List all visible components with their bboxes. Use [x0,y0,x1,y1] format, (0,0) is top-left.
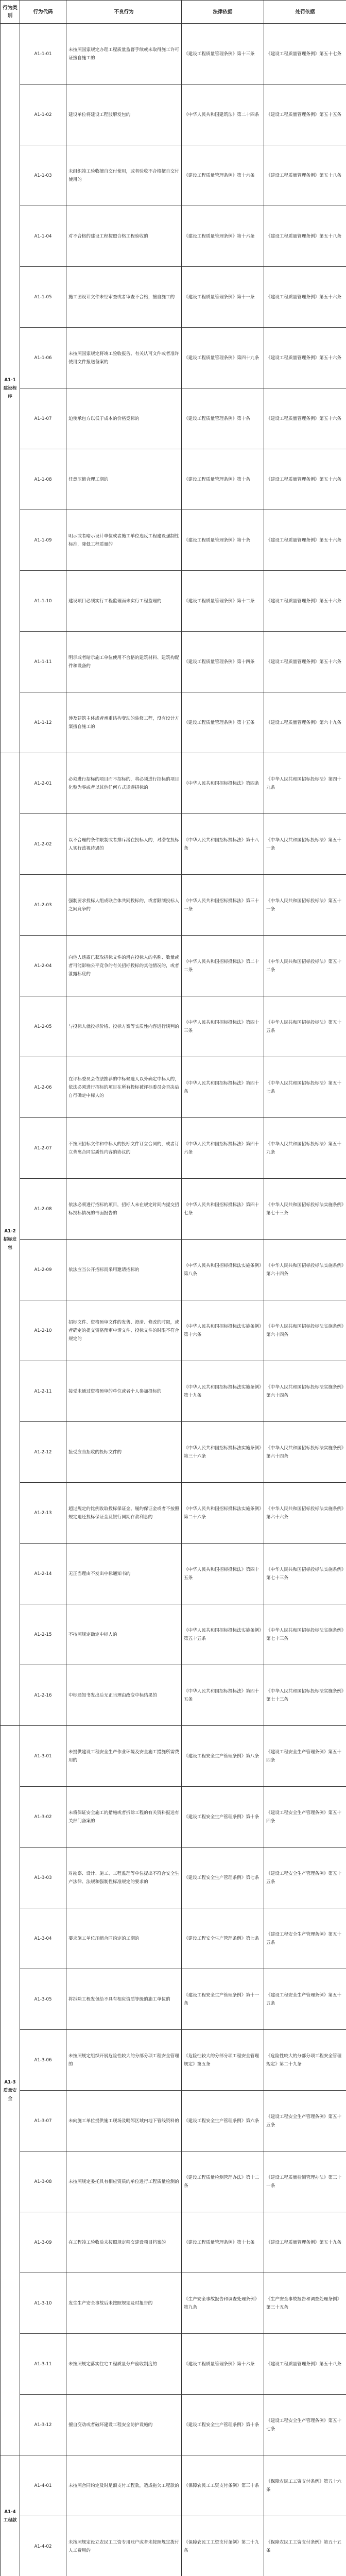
penalty-cell: 《建设工程安全生产管理条例》第五十四条 [264,1787,346,1848]
table-row [1,1665,346,1726]
penalty-cell: 《建设工程安全生产管理条例》第五十七条 [264,2395,346,2455]
conduct-cell: 在评标委员会依法推荐的中标候选人以外确定中标人的，依法必须进行招标的项目在所有投标被评标委员会否决后自行确定中标人的 [66,1057,182,1118]
code-cell: A1-2-01 [20,753,66,814]
penalty-cell: 《建设工程质量管理条例》第五十六条 [264,571,346,632]
basis-cell: 《保障农民工工资支付条例》第二十九条 [182,2516,264,2576]
table-row [1,1787,346,1848]
conduct-cell: 未组织竣工验收擅自交付使用，或者验收不合格擅自交付使用的 [66,145,182,206]
basis-cell: 《中华人民共和国招标投标法实施条例》第十六条 [182,1300,264,1361]
conduct-cell: 对勘察、设计、施工、工程监理等单位提出不符合安全生产法律、法规和强制性标准规定的要求的 [66,1848,182,1908]
code-cell: A1-3-03 [20,1848,66,1908]
conduct-cell: 未按照国家规定将竣工验收报告、有关认可文件或者准许使用文件报送备案的 [66,328,182,388]
code-cell: A1-3-12 [20,2395,66,2455]
conduct-cell: 不按照招标文件和中标人的投标文件订立合同的，或者订立背离合同实质性内容的协议的 [66,1118,182,1179]
conduct-cell: 未按照规定组织开展危险性较大的分部分项工程安全管理的 [66,2030,182,2091]
penalty-cell: 《建设工程安全生产管理条例》第五十五条 [264,1969,346,2030]
code-cell: A1-2-04 [20,936,66,996]
penalty-cell: 《中华人民共和国招标投标法实施条例》第七十三条 [264,1604,346,1665]
table-row [1,388,346,449]
penalty-cell: 《建设工程质量管理条例》第五十六条 [264,388,346,449]
basis-cell: 《建设工程质量管理条例》第十一条 [182,267,264,328]
penalty-cell: 《建设工程质量管理条例》第五十六条 [264,449,346,510]
conduct-cell: 未向施工单位提供施工现场及毗邻区域内地下管线资料的 [66,2091,182,2151]
penalty-cell: 《中华人民共和国招标投标法》第五十七条 [264,1057,346,1118]
conduct-cell: 迫使承包方以低于成本的价格竞标的 [66,388,182,449]
table-header [1,1,346,24]
table-row [1,1240,346,1300]
table-row [1,2091,346,2151]
code-cell: A1-1-11 [20,632,66,692]
code-cell: A1-1-06 [20,328,66,388]
basis-cell: 《危险性较大的分部分项工程安全管理规定》第五条 [182,2030,264,2091]
table-row [1,2273,346,2334]
penalty-cell: 《中华人民共和国招标投标法》第四十九条 [264,753,346,814]
conduct-cell: 未按照规定委托具有相应资质的单位进行工程质量检测的 [66,2151,182,2212]
table-row [1,267,346,328]
basis-cell: 《建设工程质量管理条例》第四十九条 [182,328,264,388]
conduct-cell: 擅自变动或者破坏建设工程安全防护设施的 [66,2395,182,2455]
basis-cell: 《中华人民共和国招标投标法》第四十五条 [182,1665,264,1726]
table-row [1,936,346,996]
basis-cell: 《生产安全事故报告和调查处理条例》第九条 [182,2273,264,2334]
penalty-cell: 《中华人民共和国招标投标法》第五十一条 [264,814,346,875]
table-row [1,2516,346,2576]
code-cell: A1-1-12 [20,692,66,753]
penalty-cell: 《建设工程质量管理条例》第五十八条 [264,145,346,206]
penalty-cell: 《建设工程质量管理条例》第五十八条 [264,2334,346,2395]
table-row [1,814,346,875]
table-row [1,753,346,814]
conduct-cell: 未提供建设工程安全生产作业环境及安全施工措施所需费用的 [66,1726,182,1787]
conduct-cell: 涉及建筑主体或者承重结构变动的装修工程，没有设计方案擅自施工的 [66,692,182,753]
code-cell: A1-2-13 [20,1483,66,1544]
basis-cell: 《建设工程安全生产管理条例》第七条 [182,1908,264,1969]
basis-cell: 《中华人民共和国招标投标法》第二十二条 [182,936,264,996]
penalty-cell: 《中华人民共和国招标投标法实施条例》第六十四条 [264,1300,346,1361]
code-cell: A1-2-05 [20,996,66,1057]
penalty-cell: 《建设工程质量管理条例》第五十六条 [264,267,346,328]
penalty-cell: 《建设工程安全生产管理条例》第五十四条 [264,1726,346,1787]
basis-cell: 《建设工程质量管理条例》第十六条 [182,145,264,206]
table-row [1,145,346,206]
conduct-cell: 任意压缩合理工期的 [66,449,182,510]
code-cell: A1-2-15 [20,1604,66,1665]
penalty-cell: 《中华人民共和国招标投标法实施条例》第七十三条 [264,1665,346,1726]
basis-cell: 《建设工程质量检测管理办法》第十二条 [182,2151,264,2212]
basis-cell: 《中华人民共和国建筑法》第二十四条 [182,84,264,145]
code-cell: A1-2-06 [20,1057,66,1118]
table-row [1,328,346,388]
table-row [1,2334,346,2395]
conduct-cell: 未按照国家规定办理工程质量监督手续或未取得施工许可证擅自施工的 [66,24,182,84]
code-cell: A1-2-14 [20,1544,66,1604]
basis-cell: 《建设工程质量管理条例》第十六条 [182,2334,264,2395]
code-cell: A1-2-02 [20,814,66,875]
conduct-cell: 施工图设计文件未经审查或者审查不合格，擅自施工的 [66,267,182,328]
penalty-cell: 《中华人民共和国招标投标法实施条例》第六十四条 [264,1240,346,1300]
conduct-cell: 接受应当拒收的投标文件的 [66,1422,182,1483]
code-cell: A1-2-07 [20,1118,66,1179]
conduct-cell: 中标通知书发出后无正当理由改变中标结果的 [66,1665,182,1726]
header-code: 行为代码 [20,1,66,24]
header-basis: 法律依据 [182,1,264,24]
code-cell: A1-1-04 [20,206,66,267]
conduct-cell: 依法必须进行招标的项目，招标人未在规定时间内提交招标投标情况的书面报告的 [66,1179,182,1240]
category-cell: A1-2招标发包 [1,753,20,1726]
penalty-cell: 《中华人民共和国招标投标法实施条例》第六十四条 [264,1361,346,1422]
conduct-cell: 未按照规定落实住宅工程质量分户验收制度的 [66,2334,182,2395]
code-cell: A1-2-08 [20,1179,66,1240]
table-row [1,510,346,571]
table-row [1,1969,346,2030]
penalty-cell: 《建设工程质量管理条例》第六十九条 [264,692,346,753]
basis-cell: 《建设工程质量管理条例》第十三条 [182,24,264,84]
conduct-cell: 明示或者暗示设计单位或者施工单位违反工程建设强制性标准，降低工程质量的 [66,510,182,571]
table-row [1,1483,346,1544]
code-cell: A1-1-01 [20,24,66,84]
code-cell: A1-1-03 [20,145,66,206]
penalty-cell: 《建设工程质量管理条例》第五十八条 [264,206,346,267]
header-category: 行为类别 [1,1,20,24]
code-cell: A1-3-05 [20,1969,66,2030]
table-row [1,1908,346,1969]
penalty-cell: 《中华人民共和国招标投标法》第五十二条 [264,936,346,996]
table-row [1,24,346,84]
table-row [1,1726,346,1787]
basis-cell: 《建设工程质量管理条例》第十五条 [182,692,264,753]
table-body [1,24,346,2576]
conduct-cell: 明示或者暗示施工单位使用不合格的建筑材料、建筑构配件和设备的 [66,632,182,692]
basis-cell: 《建设工程质量管理条例》第十七条 [182,2212,264,2273]
category-cell: A1-3质量安全 [1,1726,20,2455]
table-row [1,2151,346,2212]
table-row [1,1179,346,1240]
conduct-cell: 接受未通过资格预审的单位或者个人参加投标的 [66,1361,182,1422]
conduct-cell: 对不合格的建设工程按照合格工程验收的 [66,206,182,267]
basis-cell: 《中华人民共和国招标投标法》第四条 [182,753,264,814]
penalty-cell: 《中华人民共和国招标投标法》第五十九条 [264,1118,346,1179]
conduct-cell: 无正当理由不发出中标通知书的 [66,1544,182,1604]
basis-cell: 《建设工程安全生产管理条例》第七条 [182,1848,264,1908]
code-cell: A1-3-09 [20,2212,66,2273]
basis-cell: 《建设工程安全生产管理条例》第十条 [182,2395,264,2455]
conduct-cell: 必须进行招标的项目而不招标的，将必须进行招标的项目化整为零或者以其他任何方式规避招标的 [66,753,182,814]
basis-cell: 《中华人民共和国招标投标法》第四十五条 [182,1544,264,1604]
penalty-cell: 《中华人民共和国招标投标法实施条例》第七十三条 [264,1544,346,1604]
basis-cell: 《中华人民共和国招标投标法》第四十六条 [182,1118,264,1179]
code-cell: A1-3-07 [20,2091,66,2151]
basis-cell: 《中华人民共和国招标投标法实施条例》第八条 [182,1240,264,1300]
table-row [1,632,346,692]
code-cell: A1-1-07 [20,388,66,449]
code-cell: A1-2-03 [20,875,66,936]
code-cell: A1-2-09 [20,1240,66,1300]
basis-cell: 《建设工程质量管理条例》第十条 [182,510,264,571]
basis-cell: 《建设工程质量管理条例》第十四条 [182,632,264,692]
penalty-cell: 《生产安全事故报告和调查处理条例》第三十五条 [264,2273,346,2334]
basis-cell: 《建设工程质量管理条例》第十六条 [182,206,264,267]
code-cell: A1-3-08 [20,2151,66,2212]
conduct-cell: 招标文件、资格预审文件的发售、澄清、修改的时限，或者确定的提交资格预审申请文件、投标文件的时限不符合规定的 [66,1300,182,1361]
penalty-cell: 《建设工程安全生产管理条例》第五十五条 [264,2091,346,2151]
code-cell: A1-3-10 [20,2273,66,2334]
code-cell: A1-3-11 [20,2334,66,2395]
basis-cell: 《建设工程安全生产管理条例》第六条 [182,2091,264,2151]
basis-cell: 《中华人民共和国招标投标法》第四十三条 [182,996,264,1057]
penalty-cell: 《中华人民共和国招标投标法实施条例》第六十四条 [264,1422,346,1483]
header-penalty: 处罚依据 [264,1,346,24]
category-cell: A1-4工程款 [1,2455,20,2576]
penalty-cell: 《建设工程质量管理条例》第五十六条 [264,510,346,571]
table-row [1,571,346,632]
conduct-cell: 超过规定的比例收取投标保证金、履约保证金或者不按照规定退还投标保证金及银行同期存款利息的 [66,1483,182,1544]
code-cell: A1-2-10 [20,1300,66,1361]
conduct-cell: 不按照规定确定中标人的 [66,1604,182,1665]
basis-cell: 《建设工程质量管理条例》第十二条 [182,571,264,632]
basis-cell: 《中华人民共和国招标投标法》第四十条 [182,1057,264,1118]
conduct-cell: 依法应当公开招标而采用邀请招标的 [66,1240,182,1300]
table-row [1,996,346,1057]
code-cell: A1-2-12 [20,1422,66,1483]
conduct-cell: 未按照合同约定及时足额支付工程款，造成拖欠工程款的 [66,2455,182,2516]
conduct-cell: 在工程竣工验收后未按照规定移交建设项目档案的 [66,2212,182,2273]
conduct-cell: 要求施工单位压缩合同约定的工期的 [66,1908,182,1969]
code-cell: A1-1-02 [20,84,66,145]
basis-cell: 《中华人民共和国招标投标法》第十八条 [182,814,264,875]
code-cell: A1-2-16 [20,1665,66,1726]
penalty-cell: 《建设工程质量管理条例》第五十五条 [264,84,346,145]
code-cell: A1-1-10 [20,571,66,632]
table-row [1,84,346,145]
conduct-cell: 未将保证安全施工的措施或者拆除工程的有关资料报送有关部门备案的 [66,1787,182,1848]
code-cell: A1-4-01 [20,2455,66,2516]
basis-cell: 《建设工程质量管理条例》第十条 [182,388,264,449]
table-row [1,1300,346,1361]
table-row [1,1118,346,1179]
penalty-cell: 《建设工程质量管理条例》第五十六条 [264,328,346,388]
table-row [1,1604,346,1665]
table-row [1,875,346,936]
penalty-cell: 《危险性较大的分部分项工程安全管理规定》第二十九条 [264,2030,346,2091]
table-row [1,2395,346,2455]
conduct-cell: 与投标人就投标价格、投标方案等实质性内容进行谈判的 [66,996,182,1057]
basis-cell: 《中华人民共和国招标投标法实施条例》第二十六条 [182,1483,264,1544]
table-row [1,2030,346,2091]
code-cell: A1-1-09 [20,510,66,571]
penalty-cell: 《中华人民共和国招标投标法》第五十五条 [264,996,346,1057]
conduct-cell: 未按照规定设立农民工工资专用账户或者未按照规定拨付人工费用的 [66,2516,182,2576]
table-row [1,692,346,753]
table-row [1,1422,346,1483]
table-row [1,1848,346,1908]
table-row [1,2455,346,2516]
penalty-cell: 《建设工程安全生产管理条例》第五十五条 [264,1908,346,1969]
basis-cell: 《中华人民共和国招标投标法》第四十七条 [182,1179,264,1240]
basis-cell: 《建设工程安全生产管理条例》第十一条 [182,1969,264,2030]
penalty-cell: 《建设工程质量管理条例》第五十九条 [264,2212,346,2273]
conduct-cell: 向他人透露已获取招标文件的潜在投标人的名称、数量或者可能影响公平竞争的有关招标投标的其他情况的，或者泄露标底的 [66,936,182,996]
category-cell: A1-1建设程序 [1,24,20,753]
code-cell: A1-1-05 [20,267,66,328]
conduct-cell: 将拆除工程发包给不具有相应资质等级的施工单位的 [66,1969,182,2030]
table-row [1,1057,346,1118]
basis-cell: 《中华人民共和国招标投标法实施条例》第十九条 [182,1361,264,1422]
header-conduct: 不良行为 [66,1,182,24]
penalty-cell: 《中华人民共和国招标投标法》第五十一条 [264,875,346,936]
penalty-cell: 《保障农民工工资支付条例》第五十五条 [264,2516,346,2576]
code-cell: A1-3-02 [20,1787,66,1848]
penalty-cell: 《中华人民共和国招标投标法实施条例》第六十六条 [264,1483,346,1544]
basis-cell: 《中华人民共和国招标投标法》第三十一条 [182,875,264,936]
table-row [1,449,346,510]
penalty-cell: 《中华人民共和国招标投标法实施条例》第七十三条 [264,1179,346,1240]
basis-cell: 《保障农民工工资支付条例》第三十条 [182,2455,264,2516]
table-row [1,2212,346,2273]
table-row [1,206,346,267]
penalty-cell: 《建设工程质量管理条例》第五十六条 [264,632,346,692]
penalty-cell: 《建设工程安全生产管理条例》第五十五条 [264,1848,346,1908]
basis-cell: 《中华人民共和国招标投标法实施条例》第五十五条 [182,1604,264,1665]
code-cell: A1-3-01 [20,1726,66,1787]
penalty-cell: 《保障农民工工资支付条例》第五十六条 [264,2455,346,2516]
table-row [1,1361,346,1422]
basis-cell: 《建设工程安全生产管理条例》第十条 [182,1787,264,1848]
header-row [1,1,346,24]
code-cell: A1-3-06 [20,2030,66,2091]
basis-cell: 《中华人民共和国招标投标法实施条例》第三十六条 [182,1422,264,1483]
code-cell: A1-1-08 [20,449,66,510]
conduct-cell: 以不合理的条件限制或者排斥潜在投标人的，对潜在投标人实行歧视待遇的 [66,814,182,875]
conduct-cell: 建设单位将建设工程肢解发包的 [66,84,182,145]
conduct-cell: 强制要求投标人组成联合体共同投标的，或者限制投标人之间竞争的 [66,875,182,936]
code-cell: A1-3-04 [20,1908,66,1969]
basis-cell: 《建设工程安全生产管理条例》第八条 [182,1726,264,1787]
conduct-cell: 建设项目必须实行工程监理而未实行工程监理的 [66,571,182,632]
conduct-cell: 发生生产安全事故后未按照规定及时报告的 [66,2273,182,2334]
table-row [1,1544,346,1604]
code-cell: A1-4-02 [20,2516,66,2576]
code-cell: A1-2-11 [20,1361,66,1422]
basis-cell: 《建设工程质量管理条例》第十条 [182,449,264,510]
penalty-cell: 《建设工程质量检测管理办法》第三十一条 [264,2151,346,2212]
penalty-cell: 《建设工程质量管理条例》第五十七条 [264,24,346,84]
